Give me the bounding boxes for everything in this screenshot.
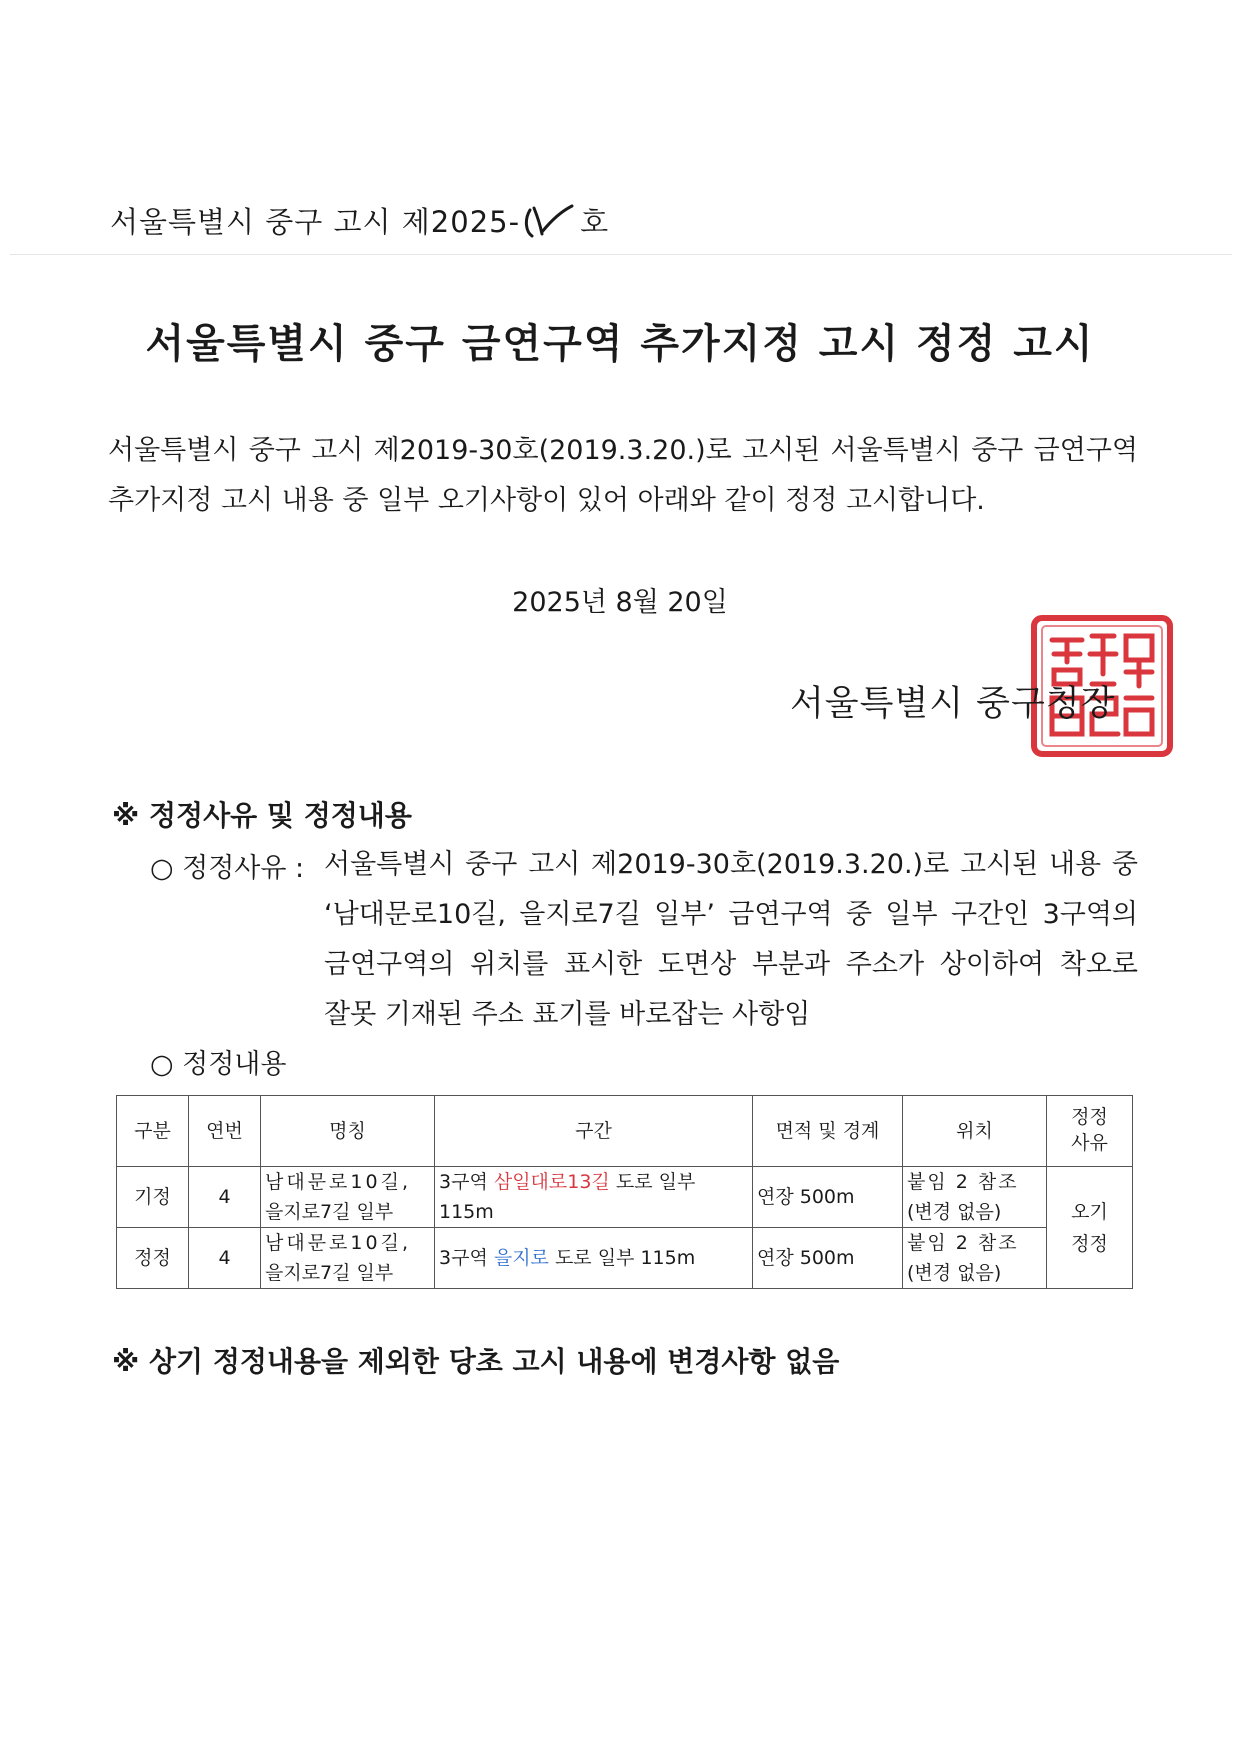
header-section: 구간	[435, 1096, 753, 1167]
table-row	[117, 1167, 1133, 1228]
document-title: 서울특별시 중구 금연구역 추가지정 고시 정정 고시	[145, 321, 1095, 367]
section-highlight-before: 삼일대로13길	[493, 1171, 610, 1193]
table-header-row	[117, 1096, 1133, 1167]
reason-line: 잘못 기재된 주소 표기를 바로잡는 사항임	[324, 999, 811, 1030]
table-row	[117, 1228, 1133, 1289]
intro-line-1: 서울특별시 중구 고시 제2019-30호(2019.3.20.)로 고시된 서울특별시 중구 금연구역	[108, 435, 1138, 466]
content-label: ○ 정정내용	[150, 1049, 287, 1080]
intro-paragraph	[108, 426, 1138, 526]
notice-date: 2025년 8월 20일	[512, 587, 728, 618]
reason-label: ○ 정정사유 :	[150, 853, 305, 884]
header-name: 명칭	[261, 1096, 435, 1167]
cell-location: 붙임 2 참조 (변경 없음)	[903, 1167, 1047, 1228]
reason-line: ‘남대문로10길, 을지로7길 일부’ 금연구역 중 일부 구간인 3구역의	[324, 899, 1138, 930]
header-category: 구분	[117, 1096, 189, 1167]
cell-type: 정정	[117, 1228, 189, 1289]
reason-line: 금연구역의 위치를 표시한 도면상 부분과 주소가 상이하여 착오로	[324, 949, 1138, 980]
section-heading-no-other-changes: ※ 상기 정정내용을 제외한 당초 고시 내용에 변경사항 없음	[112, 1345, 840, 1378]
cell-name: 남대문로10길, 을지로7길 일부	[261, 1167, 435, 1228]
notice-number	[110, 200, 609, 241]
cell-area: 연장 500m	[753, 1228, 903, 1289]
cell-area: 연장 500m	[753, 1167, 903, 1228]
cell-reason: 오기 정정	[1047, 1167, 1133, 1289]
cell-type: 기정	[117, 1167, 189, 1228]
header-area: 면적 및 경계	[753, 1096, 903, 1167]
cell-number: 4	[189, 1167, 261, 1228]
notice-number-prefix: 서울특별시 중구 고시 제2025-	[110, 205, 521, 239]
handwritten-number-mark	[520, 202, 580, 238]
section-highlight-after: 을지로	[493, 1247, 549, 1269]
intro-line-2: 추가지정 고시 내용 중 일부 오기사항이 있어 아래와 같이 정정 고시합니다.	[108, 485, 985, 516]
notice-number-suffix: 호	[580, 205, 610, 239]
header-number: 연번	[189, 1096, 261, 1167]
cell-section: 3구역 을지로 도로 일부 115m	[435, 1228, 753, 1289]
correction-table	[116, 1095, 1133, 1289]
cell-name: 남대문로10길, 을지로7길 일부	[261, 1228, 435, 1289]
reason-text	[324, 840, 1138, 1040]
issuer-name: 서울특별시 중구청장	[790, 684, 1116, 724]
cell-section: 3구역 삼일대로13길 도로 일부 115m	[435, 1167, 753, 1228]
header-location: 위치	[903, 1096, 1047, 1167]
cell-location: 붙임 2 참조 (변경 없음)	[903, 1228, 1047, 1289]
cell-number: 4	[189, 1228, 261, 1289]
reason-line: 서울특별시 중구 고시 제2019-30호(2019.3.20.)로 고시된 내용 중	[324, 849, 1138, 880]
header-divider	[10, 254, 1232, 255]
header-reason: 정정 사유	[1047, 1096, 1133, 1167]
section-heading-correction: ※ 정정사유 및 정정내용	[112, 799, 412, 832]
